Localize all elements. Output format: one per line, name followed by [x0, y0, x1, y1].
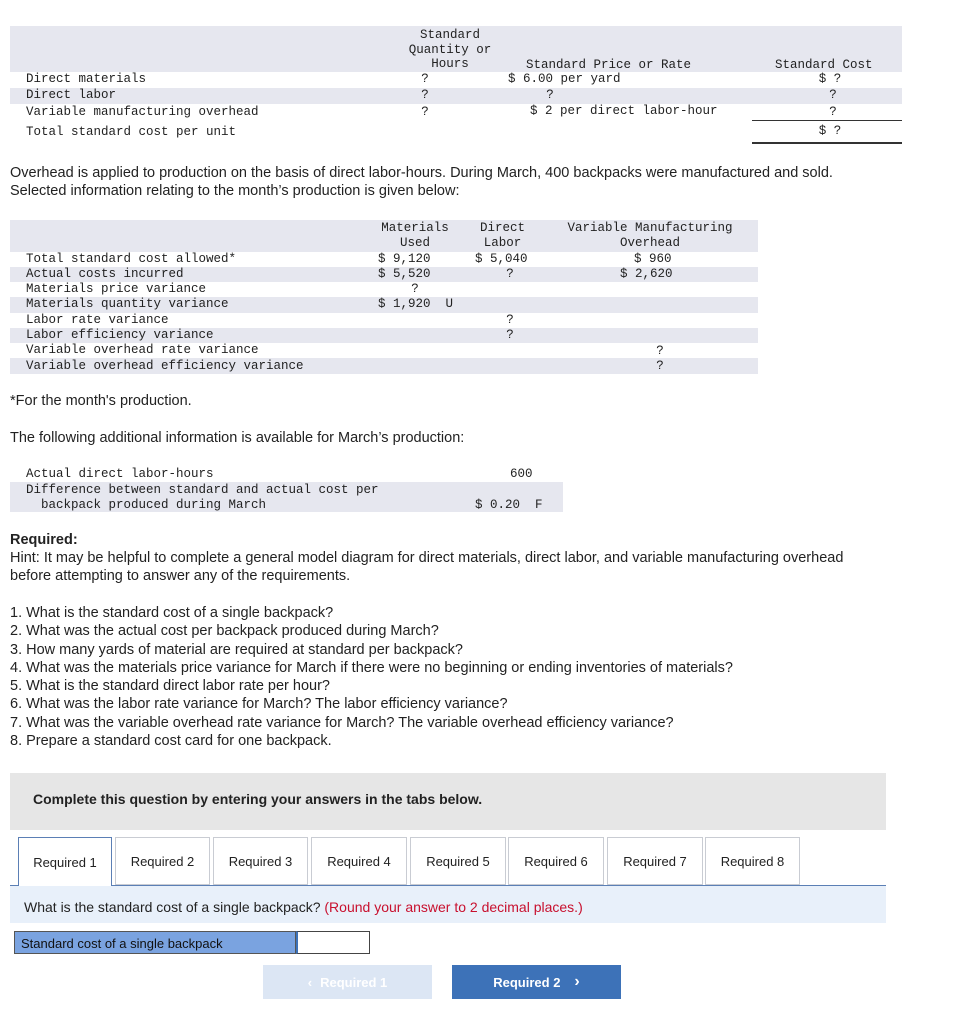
row-cost: ?: [829, 105, 837, 119]
table-row: Actual costs incurred: [26, 267, 184, 281]
table-cell: $ 9,120: [378, 252, 431, 266]
actual-labor-hours-value: 600: [510, 467, 533, 481]
next-button[interactable]: Required 2 ›: [452, 965, 621, 999]
additional-info-table: [10, 466, 563, 512]
prev-button[interactable]: ‹ Required 1: [263, 965, 432, 999]
voh-header: Variable Manufacturing Overhead: [567, 221, 733, 250]
table-row: Materials quantity variance: [26, 297, 229, 311]
row-qty: ?: [421, 72, 429, 86]
overhead-paragraph: Overhead is applied to production on the basis of direct labor-hours. During March, 400 backpacks were manufactured and sold. Selected information relating to the month’s production is given below:: [10, 165, 833, 199]
actual-labor-hours-label: Actual direct labor-hours: [26, 467, 214, 481]
tab-required-5[interactable]: Required 5: [410, 837, 506, 885]
hint-text: Hint: It may be helpful to complete a general model diagram for direct materials, direct labor, and variable manufacturing overhead before attempting to answer any of the requirements.: [10, 550, 844, 584]
row-label-direct-labor: Direct labor: [26, 88, 117, 102]
table-row: Variable overhead rate variance: [26, 343, 259, 357]
cost-difference-value: $ 0.20 F: [475, 498, 543, 512]
list-item: 7. What was the variable overhead rate variance for March? The variable overhead efficiency variance?: [10, 714, 674, 731]
table-row: Variable overhead efficiency variance: [26, 359, 304, 373]
tab-required-7[interactable]: Required 7: [607, 837, 703, 885]
table-cell: $ 5,040: [475, 252, 528, 266]
table-cell: ?: [656, 359, 664, 373]
tab-required-6[interactable]: Required 6: [508, 837, 604, 885]
tab-required-3[interactable]: Required 3: [213, 837, 308, 885]
table-cell: $ 960: [634, 252, 672, 266]
additional-info-paragraph: The following additional information is available for March’s production:: [10, 430, 465, 446]
cost-difference-label: Difference between standard and actual cost per backpack produced during March: [26, 483, 379, 512]
chevron-right-icon: ›: [574, 973, 580, 990]
variance-table-body: [10, 252, 758, 374]
standard-cost-input[interactable]: [296, 931, 370, 954]
list-item: 4. What was the materials price variance for March if there were no beginning or ending inventories of materials?: [10, 659, 733, 676]
list-item: 3. How many yards of material are required at standard per backpack?: [10, 641, 463, 658]
standard-cost-table-body: [10, 72, 902, 146]
row-price: ?: [546, 88, 554, 102]
footnote: *For the month's production.: [10, 393, 192, 409]
row-price: $ 6.00 per yard: [508, 72, 621, 86]
list-item: 1. What is the standard cost of a single backpack?: [10, 605, 334, 621]
table-row: Total standard cost allowed*: [26, 252, 237, 266]
table-cell: $ 5,520: [378, 267, 431, 281]
row-cost: $ ?: [818, 72, 842, 86]
list-item: 8. Prepare a standard cost card for one backpack.: [10, 733, 332, 750]
table-cell: ?: [506, 328, 514, 342]
qty-header: Standard Quantity or Hours: [408, 28, 492, 71]
question-prompt: What is the standard cost of a single backpack? (Round your answer to 2 decimal places.): [24, 899, 583, 915]
list-item: 6. What was the labor rate variance for March? The labor efficiency variance?: [10, 696, 508, 713]
tab-required-2[interactable]: Required 2: [115, 837, 210, 885]
required-title: Required:: [10, 532, 78, 548]
questions-list: [10, 604, 733, 750]
cost-header: Standard Cost: [775, 58, 873, 72]
price-header: Standard Price or Rate: [526, 58, 692, 72]
table-cell: $ 1,920 U: [378, 297, 454, 311]
row-label-variable-overhead: Variable manufacturing overhead: [26, 105, 259, 119]
question-panel: [10, 886, 886, 923]
table-row: Labor rate variance: [26, 313, 169, 327]
table-cell: ?: [656, 344, 664, 358]
rounding-hint: (Round your answer to 2 decimal places.): [324, 899, 583, 915]
table-row: Labor efficiency variance: [26, 328, 214, 342]
tab-required-8[interactable]: Required 8: [705, 837, 800, 885]
list-item: 5. What is the standard direct labor rate per hour?: [10, 678, 330, 695]
instructions-banner: [10, 773, 886, 830]
row-price: $ 2 per direct labor-hour: [530, 104, 718, 118]
row-label-total: Total standard cost per unit: [26, 125, 237, 139]
row-cost-total: $ ?: [818, 124, 842, 138]
tab-required-1[interactable]: Required 1: [18, 837, 112, 887]
row-cost: ?: [829, 88, 837, 102]
row-label-direct-materials: Direct materials: [26, 72, 147, 86]
table-row: Materials price variance: [26, 282, 207, 296]
row-qty: ?: [421, 105, 429, 119]
materials-header: Materials Used: [381, 221, 449, 250]
total-rule: [752, 142, 902, 144]
table-cell: ?: [411, 282, 419, 296]
table-cell: ?: [506, 313, 514, 327]
table-cell: ?: [506, 267, 514, 281]
list-item: 2. What was the actual cost per backpack produced during March?: [10, 623, 439, 640]
labor-header: Direct Labor: [479, 221, 525, 250]
subtotal-rule: [752, 120, 902, 121]
answer-label: Standard cost of a single backpack: [14, 931, 296, 954]
row-qty: ?: [421, 88, 429, 102]
table-cell: $ 2,620: [620, 267, 673, 281]
chevron-left-icon: ‹: [307, 974, 313, 990]
tab-required-4[interactable]: Required 4: [311, 837, 407, 885]
banner-text: Complete this question by entering your answers in the tabs below.: [33, 791, 483, 807]
table-row-band: [10, 88, 902, 104]
